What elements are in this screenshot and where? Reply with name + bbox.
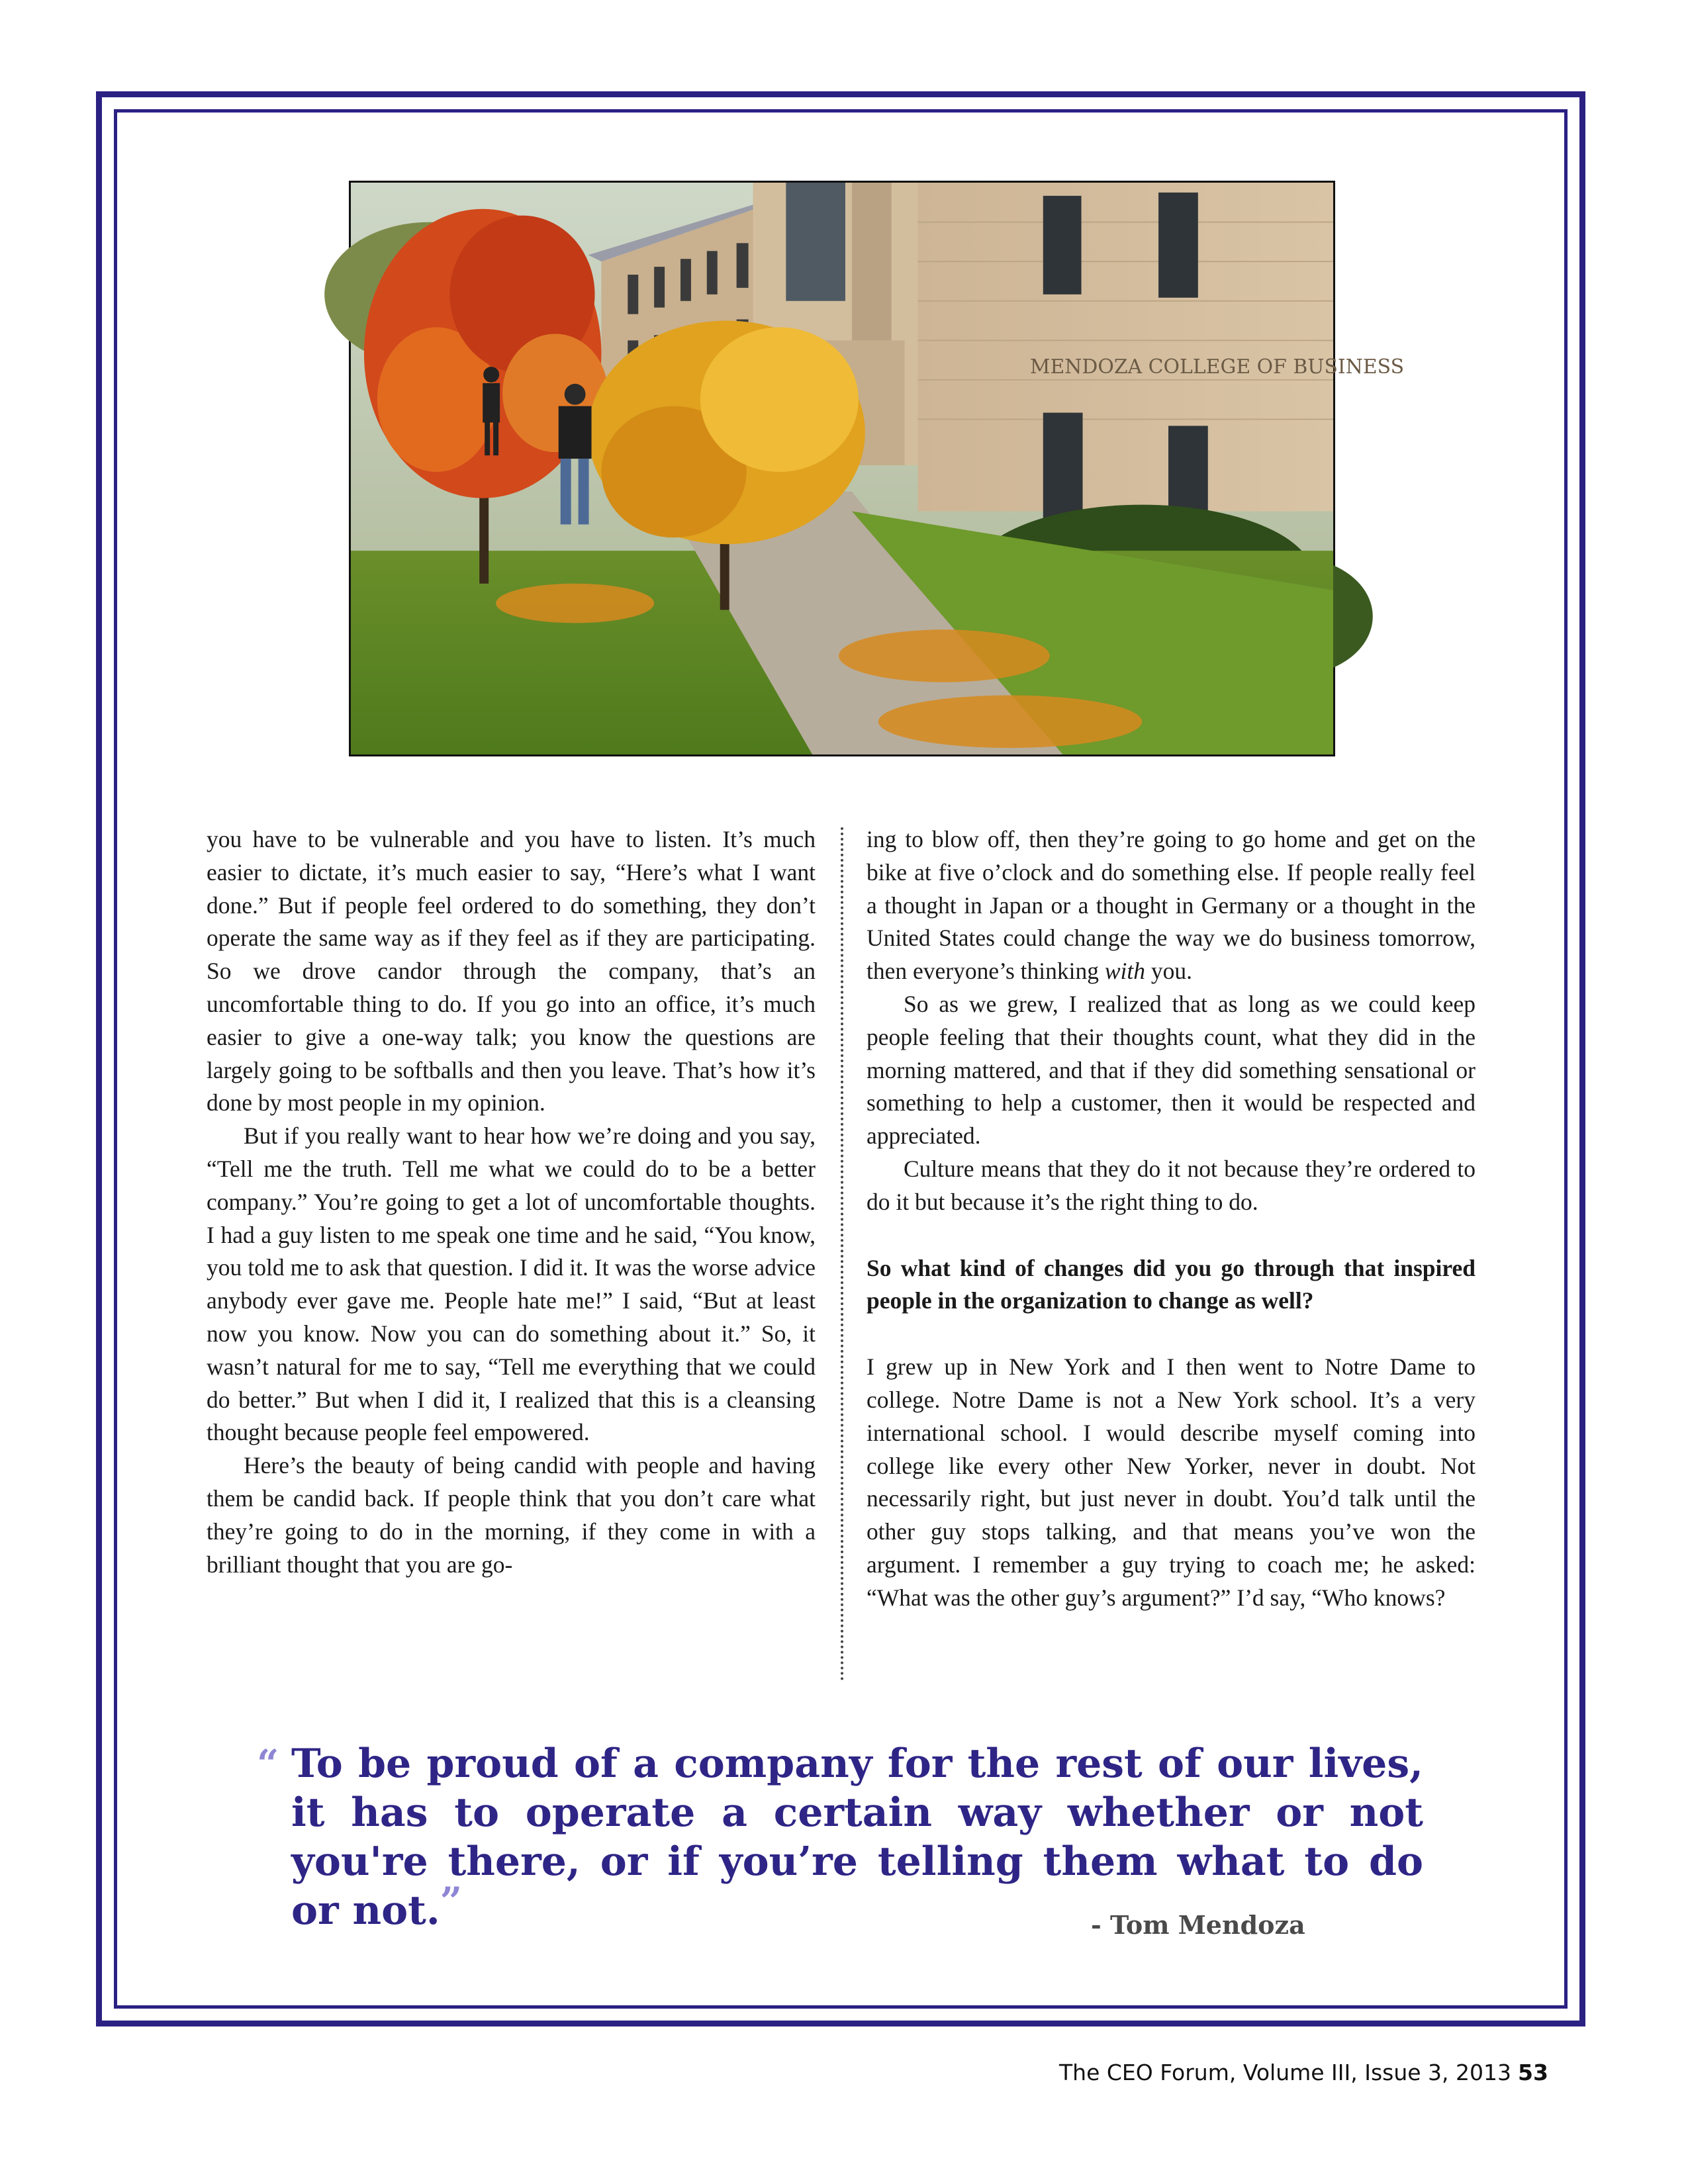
close-quote-mark: ” <box>440 1879 460 1924</box>
column-divider <box>841 827 843 1681</box>
page-number: 53 <box>1518 2060 1548 2085</box>
pull-quote-text: To be proud of a company for the rest of our lives, it has to operate a certain way whether or not you're there, or if you’re telling them what to do or not. <box>291 1741 1423 1934</box>
quote-attribution: - Tom Mendoza <box>1091 1910 1305 1940</box>
article-text: you. <box>1145 958 1193 985</box>
article-paragraph: Culture means that they do it not because they’re ordered to do it but because it’s the right thing to do. <box>867 1155 1476 1215</box>
open-quote-mark: “ <box>257 1741 277 1786</box>
article-emphasis: with <box>1104 958 1146 985</box>
article-paragraph: you have to be vulnerable and you have to listen. It’s much easier to dictate, it’s much easier to say, “Here’s what I want done.” But if people feel ordered to do something, they don’t operate the same way as if they feel as if they are participating. So we drove candor through the company, that’s an uncomfortable thing to do. If you go into an office, it’s much easier to give a one-way talk; you know the questions are largely going to be softballs and then you leave. That’s how it’s done by most people in my opinion. <box>207 826 816 1116</box>
article-column-left <box>207 823 816 1581</box>
article-paragraph: I grew up in New York and I then went to Notre Dame to college. Notre Dame is not a New York school. It’s a very international school. I would describe myself coming into college like every other New Yorker, never in doubt. Not necessarily right, but just never in doubt. You’d talk until the other guy stops talking, and that means you’ve won the argument. I remember a guy trying to coach me; he asked: “What was the other guy’s argument?” I’d say, “Who knows? <box>867 1353 1476 1611</box>
publication-info: The CEO Forum, Volume III, Issue 3, 2013 <box>1059 2060 1512 2085</box>
interview-question: So what kind of changes did you go through that inspired people in the organization to change as well? <box>867 1254 1476 1314</box>
article-column-right <box>867 823 1476 1615</box>
article-paragraph: Here’s the beauty of being candid with people and having them be candid back. If people think that you don’t care what they’re going to do in the morning, if they come in with a brilliant thought that you are go- <box>207 1452 816 1578</box>
building-sign: MENDOZA COLLEGE OF BUSINESS <box>1029 355 1405 379</box>
page-footer <box>1059 2060 1548 2085</box>
article-paragraph <box>867 823 1476 988</box>
article-text: ing to blow off, then they’re going to go home and get on the bike at five o’clock and do something else. If people really feel a thought in Japan or a thought in Germany or a thought in the United States could change the way we do business tomorrow, then everyone’s thinking <box>867 826 1476 985</box>
article-paragraph: But if you really want to hear how we’re doing and you say, “Tell me the truth. Tell me what we could do to be a better company.” You’re going to get a lot of uncomfortable thoughts. I had a guy listen to me speak one time and he said, “You know, you told me to ask that question. I did it. It was the worse advice anybody ever gave me. People hate me!” I said, “But at least now you know. Now you can do something about it.” So, it wasn’t natural for me to say, “Tell me everything that we could do better.” But when I did it, I realized that this is a cleansing thought because people feel empowered. <box>207 1122 816 1446</box>
pull-quote <box>257 1739 1423 1935</box>
campus-photo <box>349 181 1405 756</box>
article-paragraph: So as we grew, I realized that as long as we could keep people feeling that their thoughts count, what they did in the morning mattered, and that if they did something sensational or something to help a customer, then it would be respected and appreciated. <box>867 990 1476 1150</box>
